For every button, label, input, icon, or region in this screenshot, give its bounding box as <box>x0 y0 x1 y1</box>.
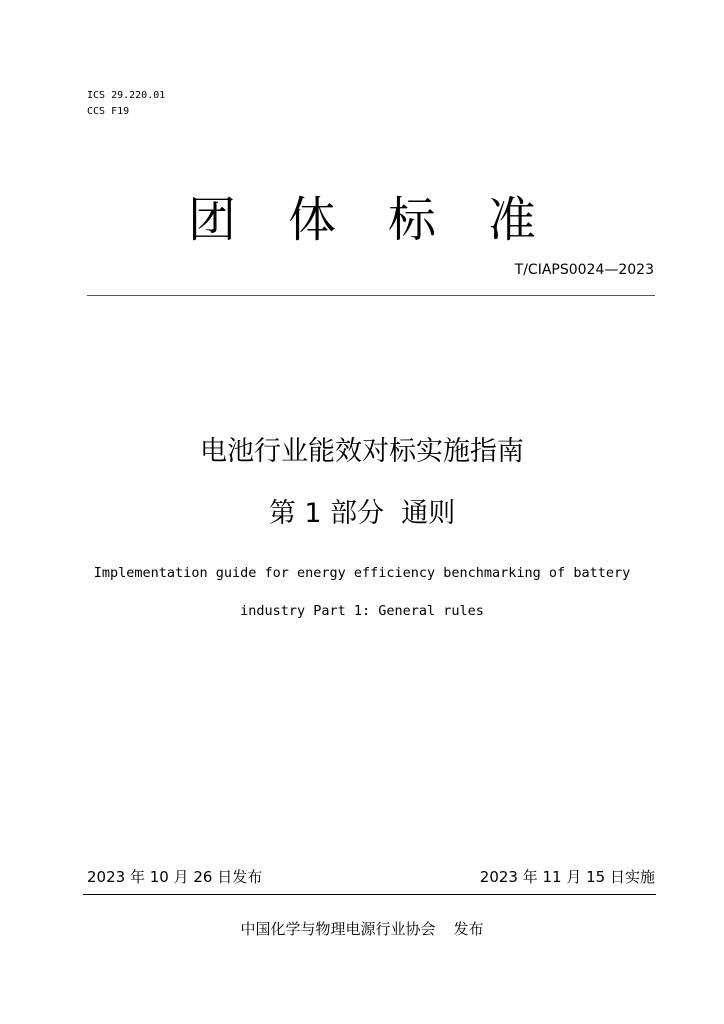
standard-type-char: 体 <box>287 192 388 248</box>
publisher-action: 发布 <box>453 920 484 938</box>
document-part-title-cn: 第 1 部分 通则 <box>268 498 456 529</box>
standard-type-char: 标 <box>388 192 489 248</box>
implementation-date: 2023 年 11 月 15 日实施 <box>479 868 655 886</box>
ccs-code: CCS F19 <box>87 106 130 117</box>
ics-code: ICS 29.220.01 <box>87 90 166 101</box>
issue-date: 2023 年 10 月 26 日发布 <box>87 868 263 886</box>
document-title-en-line1: Implementation guide for energy efficiency benchmarking of battery <box>93 565 631 581</box>
document-title-cn: 电池行业能效对标实施指南 <box>200 436 524 467</box>
publisher-line <box>0 918 724 940</box>
publisher-name: 中国化学与物理电源行业协会 <box>240 920 436 938</box>
standard-type-heading <box>0 188 724 252</box>
footer-divider <box>83 894 656 895</box>
standard-type-char: 团 <box>187 192 288 248</box>
document-title-en-line2: industry Part 1: General rules <box>240 603 484 619</box>
standard-number: T/CIAPS0024—2023 <box>514 262 654 278</box>
standard-type-char: 准 <box>488 192 537 248</box>
header-divider <box>87 295 655 296</box>
